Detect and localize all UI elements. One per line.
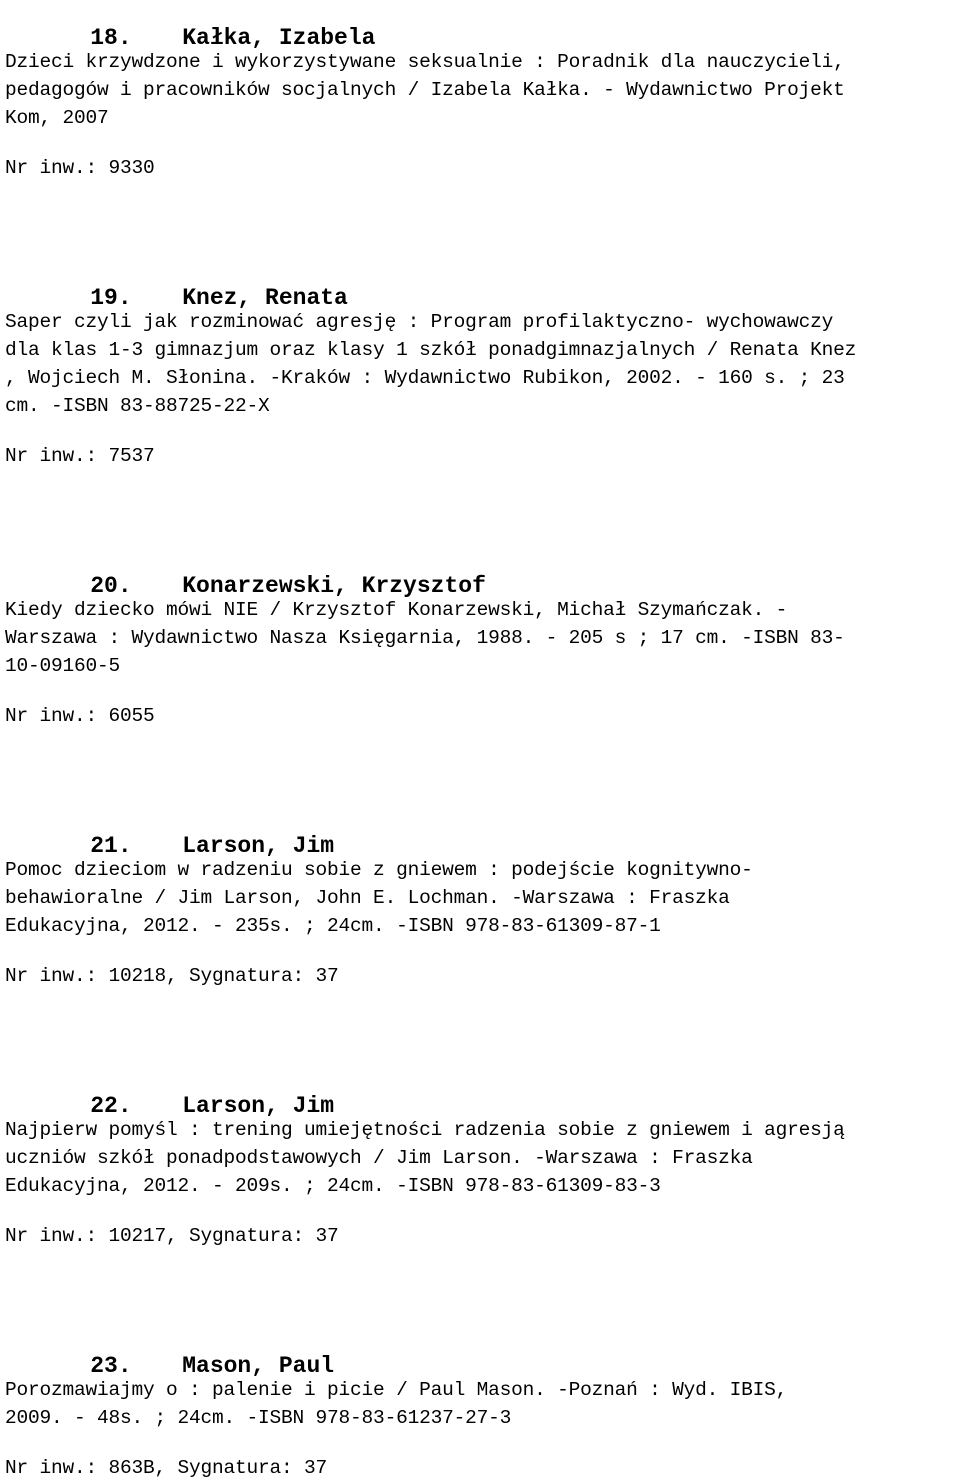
description-line: Saper czyli jak rozminować agresję : Program profilaktyczno- wychowawczy: [5, 311, 834, 333]
description-line: Edukacyjna, 2012. - 235s. ; 24cm. -ISBN 978-83-61309-87-1: [5, 915, 661, 937]
inventory-number: Nr inw.: 9330: [5, 157, 155, 179]
description-line: Porozmawiajmy o : palenie i picie / Paul Mason. -Poznań : Wyd. IBIS,: [5, 1379, 788, 1401]
entry-author: Larson, Jim: [182, 833, 335, 859]
entry-description: [5, 1376, 957, 1432]
description-line: Edukacyjna, 2012. - 209s. ; 24cm. -ISBN 978-83-61309-83-3: [5, 1175, 661, 1197]
entry-number: 23.: [90, 1353, 132, 1379]
description-line: Kom, 2007: [5, 107, 109, 129]
entry-number: 22.: [90, 1093, 132, 1119]
entry-heading: [5, 1064, 957, 1119]
description-line: behawioralne / Jim Larson, John E. Lochman. -Warszawa : Fraszka: [5, 887, 730, 909]
description-line: uczniów szkół ponadpodstawowych / Jim Larson. -Warszawa : Fraszka: [5, 1147, 753, 1169]
entry-author: Kałka, Izabela: [182, 25, 376, 51]
catalog-entry: [5, 1064, 957, 1250]
description-line: Dzieci krzywdzone i wykorzystywane seksualnie : Poradnik dla nauczycieli,: [5, 51, 845, 73]
description-line: cm. -ISBN 83-88725-22-X: [5, 395, 270, 417]
inventory-number: Nr inw.: 10218, Sygnatura: 37: [5, 965, 339, 987]
entry-author: Mason, Paul: [182, 1353, 335, 1379]
entry-author: Konarzewski, Krzysztof: [182, 573, 486, 599]
entry-number: 20.: [90, 573, 132, 599]
catalog-entry: [5, 256, 957, 470]
catalog-entry: [5, 544, 957, 730]
entry-description: [5, 596, 957, 680]
description-line: Najpierw pomyśl : trening umiejętności radzenia sobie z gniewem i agresją: [5, 1119, 845, 1141]
entry-description: [5, 48, 957, 132]
entry-heading: [5, 804, 957, 859]
description-line: Pomoc dzieciom w radzeniu sobie z gniewem : podejście kognitywno-: [5, 859, 753, 881]
catalog-entry: [5, 0, 957, 182]
description-line: dla klas 1-3 gimnazjum oraz klasy 1 szkół ponadgimnazjalnych / Renata Knez: [5, 339, 857, 361]
entry-author: Larson, Jim: [182, 1093, 335, 1119]
inventory-number: Nr inw.: 863B, Sygnatura: 37: [5, 1457, 328, 1479]
entry-number: 19.: [90, 285, 132, 311]
entry-heading: [5, 0, 957, 51]
entry-description: [5, 308, 957, 420]
entry-author: Knez, Renata: [182, 285, 348, 311]
catalog-entry: [5, 1324, 957, 1482]
entry-heading: [5, 544, 957, 599]
entry-number: 21.: [90, 833, 132, 859]
description-line: 10-09160-5: [5, 655, 121, 677]
inventory-number: Nr inw.: 7537: [5, 445, 155, 467]
description-line: Warszawa : Wydawnictwo Nasza Księgarnia, 1988. - 205 s ; 17 cm. -ISBN 83-: [5, 627, 845, 649]
description-line: Kiedy dziecko mówi NIE / Krzysztof Konarzewski, Michał Szymańczak. -: [5, 599, 788, 621]
entry-number: 18.: [90, 25, 132, 51]
description-line: , Wojciech M. Słonina. -Kraków : Wydawnictwo Rubikon, 2002. - 160 s. ; 23: [5, 367, 845, 389]
inventory-number: Nr inw.: 10217, Sygnatura: 37: [5, 1225, 339, 1247]
inventory-number: Nr inw.: 6055: [5, 705, 155, 727]
catalog-entry: [5, 804, 957, 990]
description-line: pedagogów i pracowników socjalnych / Izabela Kałka. - Wydawnictwo Projekt: [5, 79, 845, 101]
entry-description: [5, 856, 957, 940]
entry-heading: [5, 1324, 957, 1379]
description-line: 2009. - 48s. ; 24cm. -ISBN 978-83-61237-27-3: [5, 1407, 512, 1429]
entry-description: [5, 1116, 957, 1200]
entry-heading: [5, 256, 957, 311]
